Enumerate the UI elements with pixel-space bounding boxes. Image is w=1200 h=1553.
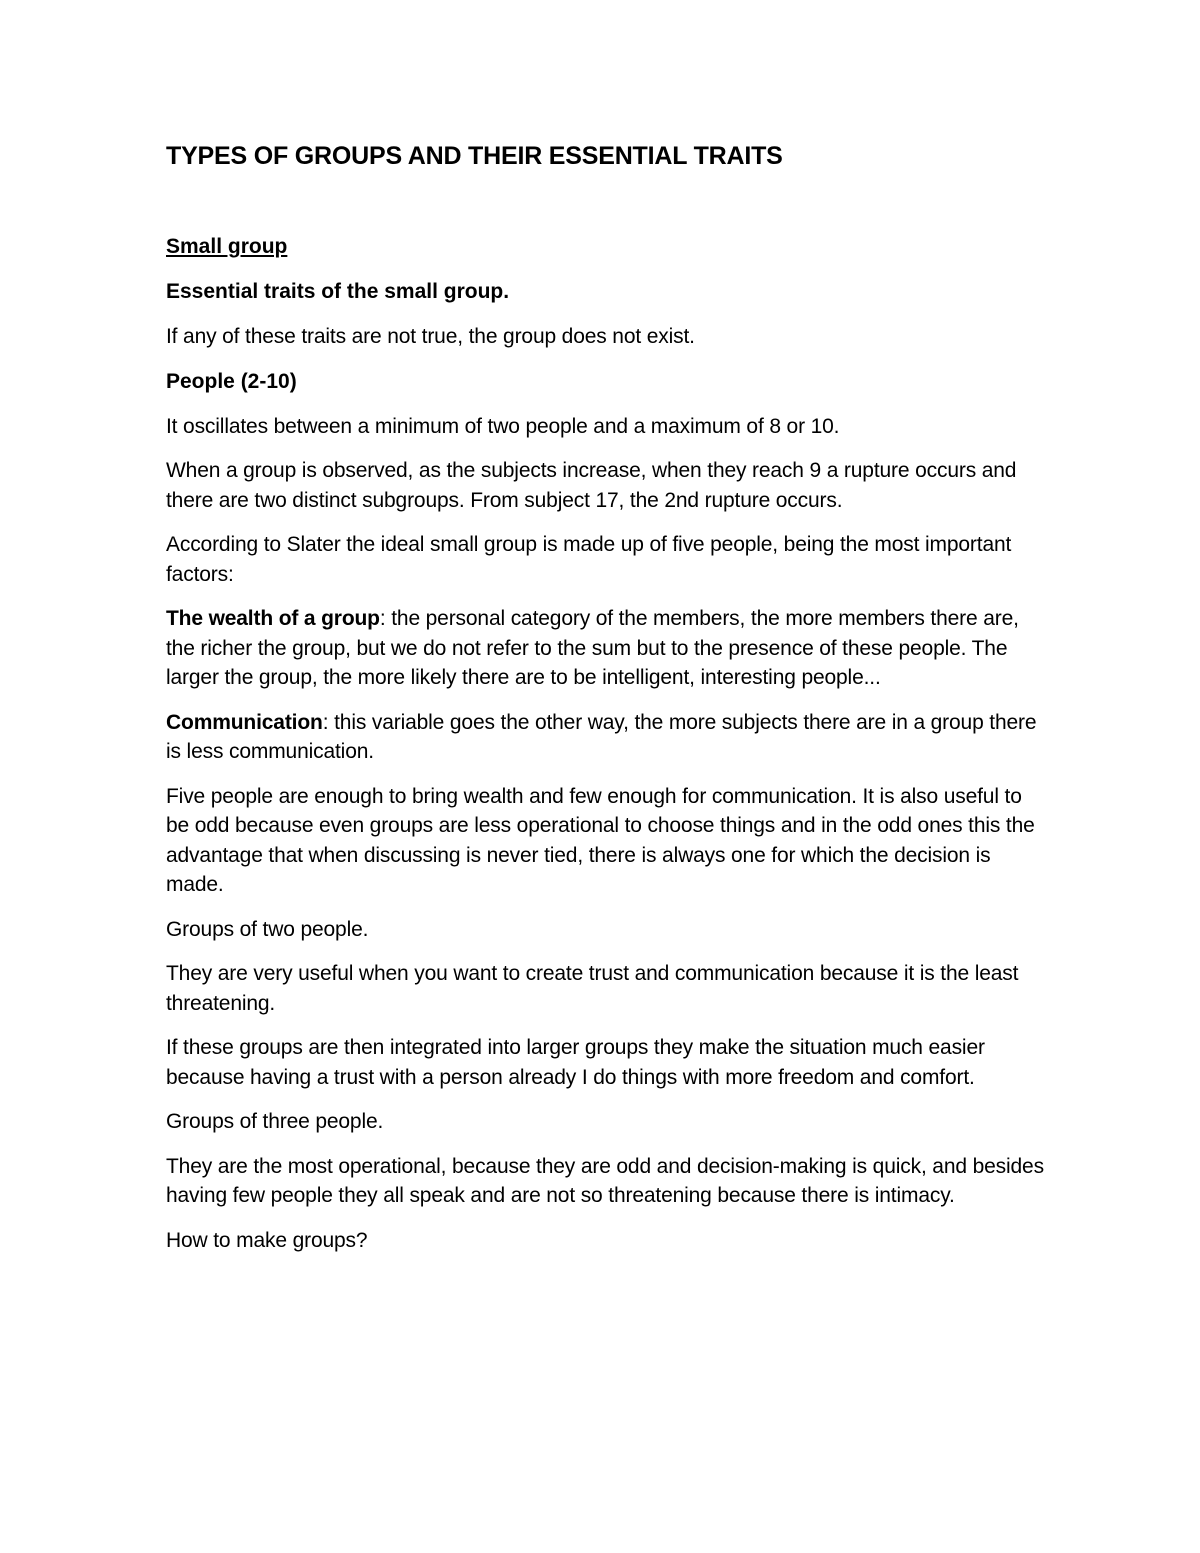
paragraph-rupture: When a group is observed, as the subjects increase, when they reach 9 a rupture occurs and there are two distinct subgroups. From subject 17, the 2nd rupture occurs. [166,459,1017,512]
term-wealth: The wealth of a group [166,607,380,630]
paragraph-communication [166,708,1046,767]
paragraph-groups-of-three: Groups of three people. [166,1110,384,1133]
paragraph-three-operational: They are the most operational, because they are odd and decision-making is quick, and besides having few people they all speak and are not so threatening because there is intimacy. [166,1154,1044,1207]
text-wealth: : the personal category of the members, the more members there are, the richer the group, but we do not refer to the sum but to the presence of these people. The larger the group, the more likely there are to be intelligent, interesting people... [166,607,1019,689]
paragraph-slater: According to Slater the ideal small group is made up of five people, being the most important factors: [166,533,1012,586]
document-title: TYPES OF GROUPS AND THEIR ESSENTIAL TRAITS [166,142,783,170]
paragraph-groups-of-two: Groups of two people. [166,917,369,941]
paragraph-how-to-make-groups: How to make groups? [166,1228,368,1252]
paragraph-two-useful: They are very useful when you want to create trust and communication because it is the least threatening. [166,962,1019,1015]
term-communication: Communication [166,710,323,734]
heading-people: People (2-10) [166,369,297,393]
section-heading-small-group: Small group [166,235,288,258]
paragraph-oscillates: It oscillates between a minimum of two people and a maximum of 8 or 10. [166,414,840,438]
paragraph-intro: If any of these traits are not true, the group does not exist. [166,325,695,348]
paragraph-integrated: If these groups are then integrated into larger groups they make the situation much easier because having a trust with a person already I do things with more freedom and comfort. [166,1036,985,1089]
text-communication: : this variable goes the other way, the more subjects there are in a group there is less communication. [166,710,1037,763]
paragraph-wealth [166,604,1046,693]
document-content [166,140,1046,1270]
paragraph-five-people: Five people are enough to bring wealth and few enough for communication. It is also useful to be odd because even groups are less operational to choose things and in the odd ones this the advantage that when discussing is never tied, there is always one for which the decision is made. [166,784,1035,896]
subheading-essential-traits: Essential traits of the small group. [166,280,510,303]
